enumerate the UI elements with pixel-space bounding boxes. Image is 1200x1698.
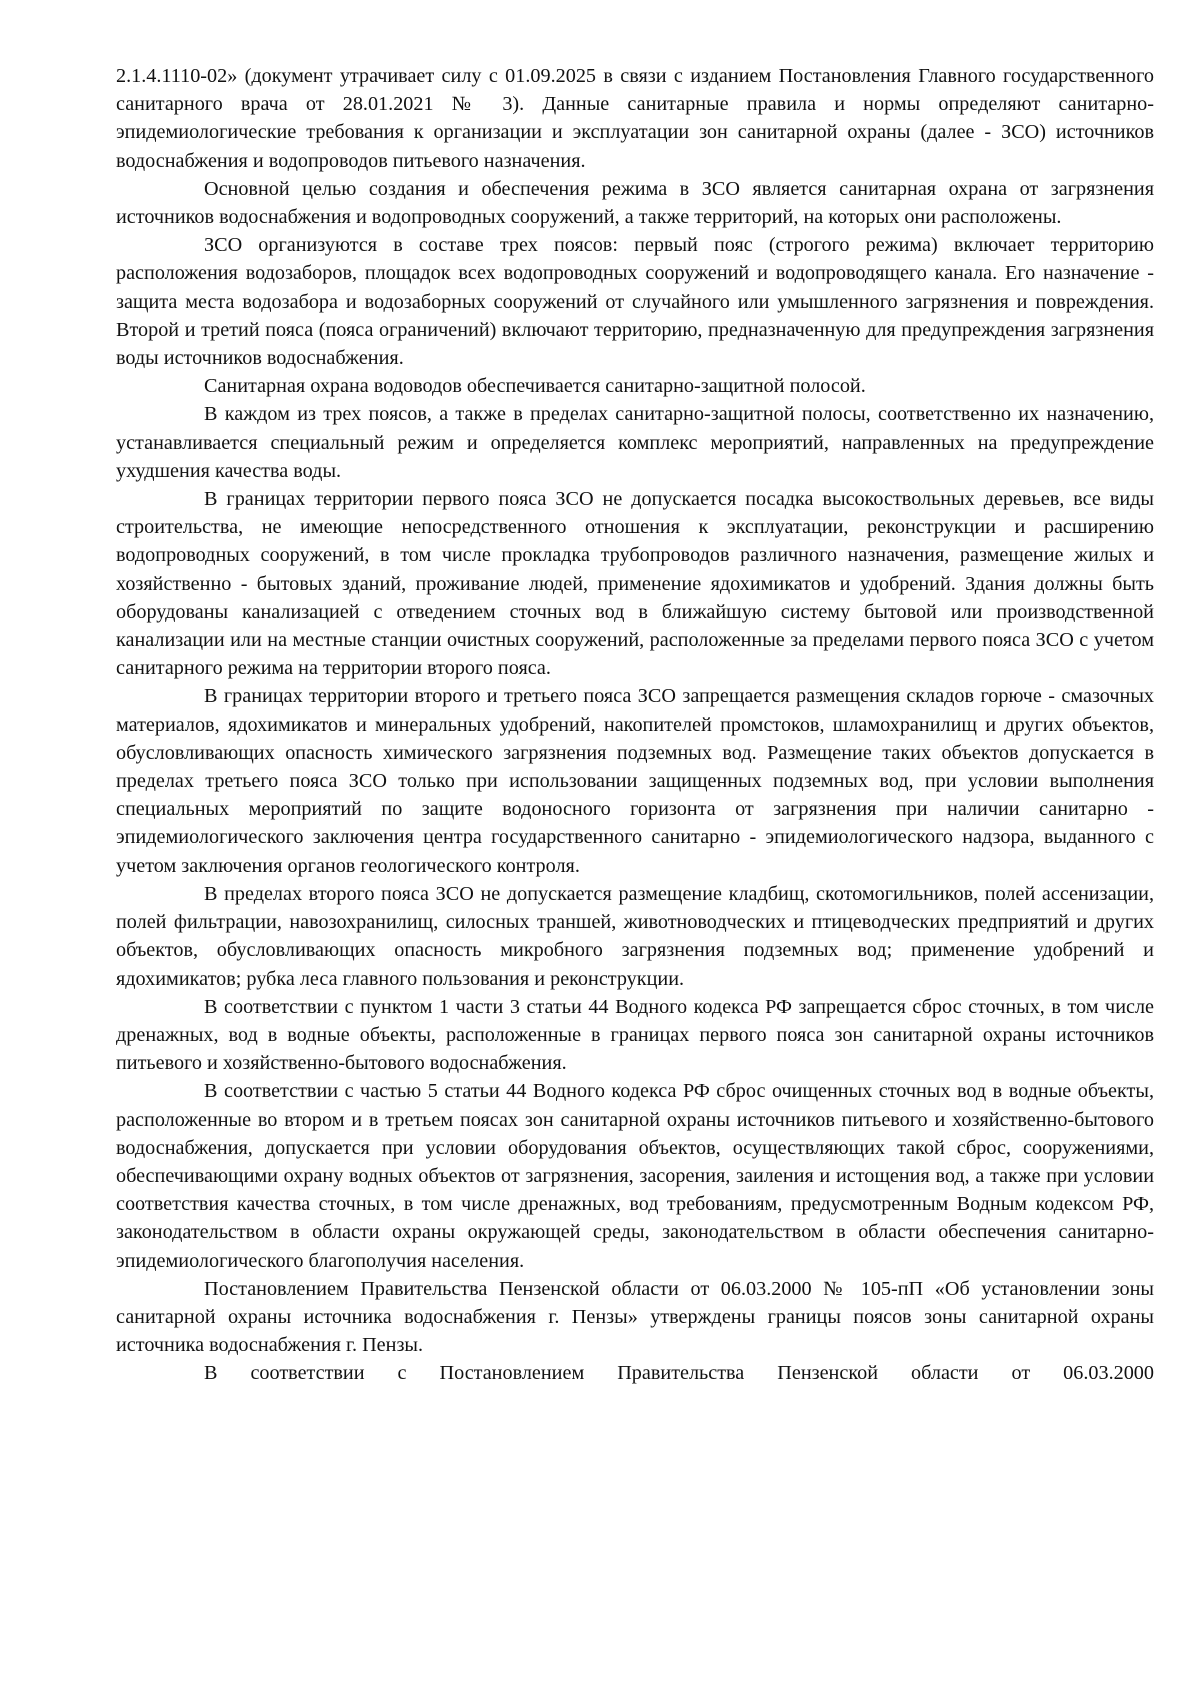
paragraph: В соответствии с Постановлением Правительства Пензенской области от 06.03.2000 bbox=[204, 1362, 1154, 1385]
paragraph: В границах территории второго и третьего пояса ЗСО запрещается размещения складов горюче - смазочных материалов, ядохимикатов и минеральных удобрений, накопителей промстоков, шламохранилищ и других объектов, обусловливающих опасность химического загрязнения подземных вод. Размещение таких объектов допускается в пределах третьего пояса ЗСО только при использовании защищенных подземных вод, при условии выполнения специальных мероприятий по защите водоносного горизонта от загрязнения при наличии санитарно - эпидемиологического заключения центра государственного санитарно - эпидемиологического надзора, выданного с учетом заключения органов геологического контроля. bbox=[116, 685, 1154, 877]
paragraph: 2.1.4.1110-02» (документ утрачивает силу с 01.09.2025 в связи с изданием Постановления Главного государственного санитарного врача от 28.01.2021 № 3). Данные санитарные правила и нормы определяют санитарно-эпидемиологические требования к организации и эксплуатации зон санитарной охраны (далее - ЗСО) источников водоснабжения и водопроводов питьевого назначения. bbox=[116, 65, 1154, 172]
paragraph: Постановлением Правительства Пензенской области от 06.03.2000 № 105-пП «Об установлении зоны санитарной охраны источника водоснабжения г. Пензы» утверждены границы поясов зоны санитарной охраны источника водоснабжения г. Пензы. bbox=[116, 1277, 1154, 1357]
paragraph: ЗСО организуются в составе трех поясов: первый пояс (строгого режима) включает территорию расположения водозаборов, площадок всех водопроводных сооружений и водопроводящего канала. Его назначение - защита места водозабора и водозаборных сооружений от случайного или умышленного загрязнения и повреждения. Второй и третий пояса (пояса ограничений) включают территорию, предназначенную для предупреждения загрязнения воды источников водоснабжения. bbox=[116, 234, 1154, 370]
paragraph: В соответствии с частью 5 статьи 44 Водного кодекса РФ сброс очищенных сточных вод в водные объекты, расположенные во втором и в третьем поясах зон санитарной охраны источников питьевого и хозяйственно-бытового водоснабжения, допускается при условии оборудования объектов, осуществляющих такой сброс, сооружениями, обеспечивающими охрану водных объектов от загрязнения, засорения, заиления и истощения вод, а также при условии соответствия качества сточных, в том числе дренажных, вод требованиям, предусмотренным Водным кодексом РФ, законодательством в области охраны окружающей среды, законодательством в области обеспечения санитарно-эпидемиологического благополучия населения. bbox=[116, 1080, 1154, 1272]
paragraph: В каждом из трех поясов, а также в пределах санитарно-защитной полосы, соответственно их назначению, устанавливается специальный режим и определяется комплекс мероприятий, направленных на предупреждение ухудшения качества воды. bbox=[116, 403, 1154, 482]
document-page bbox=[116, 62, 1154, 1388]
paragraph: В соответствии с пунктом 1 части 3 статьи 44 Водного кодекса РФ запрещается сброс сточных, в том числе дренажных, вод в водные объекты, расположенные в границах первого пояса зон санитарной охраны источников питьевого и хозяйственно-бытового водоснабжения. bbox=[116, 995, 1154, 1075]
paragraph: В пределах второго пояса ЗСО не допускается размещение кладбищ, скотомогильников, полей ассенизации, полей фильтрации, навозохранилищ, силосных траншей, животноводческих и птицеводческих предприятий и других объектов, обусловливающих опасность микробного загрязнения подземных вод; применение удобрений и ядохимикатов; рубка леса главного пользования и реконструкции. bbox=[116, 882, 1154, 990]
paragraph: Санитарная охрана водоводов обеспечивается санитарно-защитной полосой. bbox=[204, 375, 866, 398]
paragraph: В границах территории первого пояса ЗСО не допускается посадка высокоствольных деревьев, все виды строительства, не имеющие непосредственного отношения к эксплуатации, реконструкции и расширению водопроводных сооружений, в том числе прокладка трубопроводов различного назначения, размещение жилых и хозяйственно - бытовых зданий, проживание людей, применение ядохимикатов и удобрений. Здания должны быть оборудованы канализацией с отведением сточных вод в ближайшую систему бытовой или производственной канализации или на местные станции очистных сооружений, расположенные за пределами первого пояса ЗСО с учетом санитарного режима на территории второго пояса. bbox=[116, 488, 1154, 680]
paragraph: Основной целью создания и обеспечения режима в ЗСО является санитарная охрана от загрязнения источников водоснабжения и водопроводных сооружений, а также территорий, на которых они расположены. bbox=[116, 177, 1154, 229]
